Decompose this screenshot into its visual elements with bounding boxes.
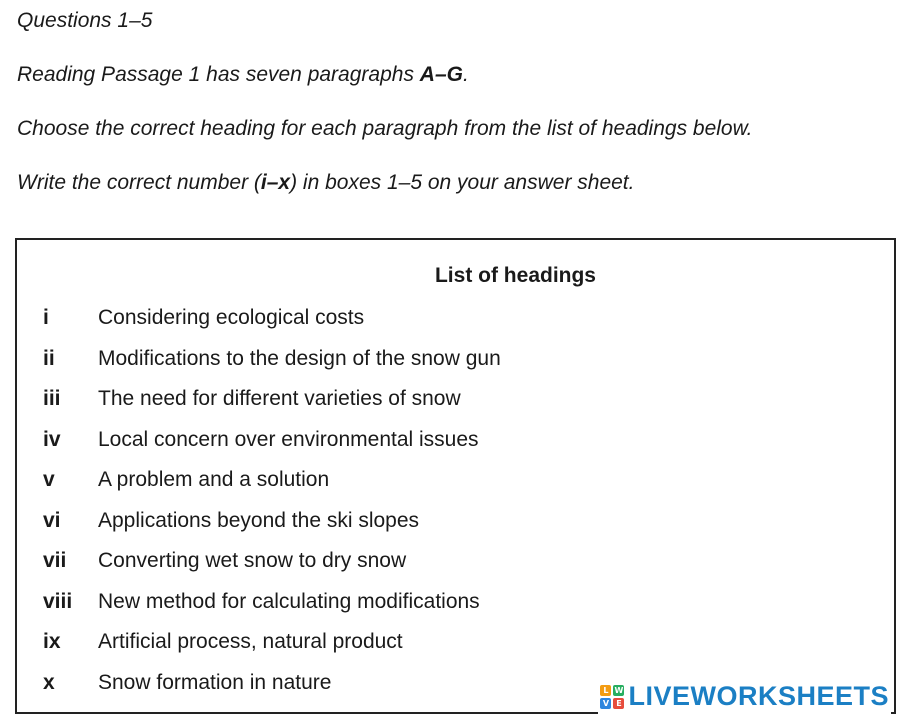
headings-box-title: List of headings <box>434 264 596 287</box>
heading-item <box>43 508 501 549</box>
heading-item <box>43 346 501 387</box>
heading-item <box>43 629 501 670</box>
heading-item <box>43 589 501 630</box>
heading-text: A problem and a solution <box>98 468 330 491</box>
liveworksheets-wordmark: LIVEWORKSHEETS <box>628 681 889 711</box>
heading-text: Artificial process, natural product <box>98 630 403 653</box>
heading-numeral: vii <box>43 549 67 572</box>
heading-item <box>43 670 501 711</box>
heading-numeral: vi <box>43 508 61 532</box>
heading-numeral: i <box>43 306 49 329</box>
heading-text: Converting wet snow to dry snow <box>98 549 407 572</box>
heading-text: The need for different varieties of snow <box>98 387 461 410</box>
instruction-bold: A–G <box>419 63 463 86</box>
instruction-text: . <box>462 63 469 86</box>
heading-item <box>43 467 501 508</box>
instruction-paragraphs <box>17 62 469 88</box>
heading-numeral: x <box>43 670 55 694</box>
questions-title: Questions 1–5 <box>17 9 153 32</box>
heading-text: Modifications to the design of the snow gun <box>98 346 501 370</box>
instruction-text: Write the correct number ( <box>17 171 261 194</box>
heading-item <box>43 305 501 346</box>
logo-tile: E <box>613 698 624 709</box>
heading-numeral: v <box>43 468 55 491</box>
logo-tile: W <box>614 685 624 695</box>
instruction-text: Reading Passage 1 has seven paragraphs <box>17 63 420 86</box>
heading-text: Applications beyond the ski slopes <box>98 508 420 532</box>
heading-numeral: viii <box>43 589 73 613</box>
heading-item <box>43 386 501 427</box>
heading-numeral: ix <box>43 630 61 653</box>
logo-tile: L <box>600 685 611 696</box>
logo-tile: V <box>600 698 611 709</box>
instruction-choose-heading: Choose the correct heading for each paragraph from the list of headings below. <box>17 117 753 140</box>
heading-item <box>43 548 501 589</box>
heading-text: New method for calculating modifications <box>98 589 480 613</box>
headings-box <box>15 238 896 714</box>
heading-text: Considering ecological costs <box>98 306 365 329</box>
heading-numeral: ii <box>43 346 55 370</box>
heading-numeral: iii <box>43 387 61 410</box>
heading-numeral: iv <box>43 427 61 451</box>
heading-text: Local concern over environmental issues <box>98 427 479 451</box>
liveworksheets-watermark <box>598 679 891 714</box>
headings-list <box>43 305 501 710</box>
instruction-bold: i–x <box>260 171 291 194</box>
heading-text: Snow formation in nature <box>98 670 332 694</box>
liveworksheets-logo-icon <box>600 685 624 709</box>
heading-item <box>43 427 501 468</box>
instruction-write-number <box>17 170 634 196</box>
instruction-text: ) in boxes 1–5 on your answer sheet. <box>290 171 635 194</box>
